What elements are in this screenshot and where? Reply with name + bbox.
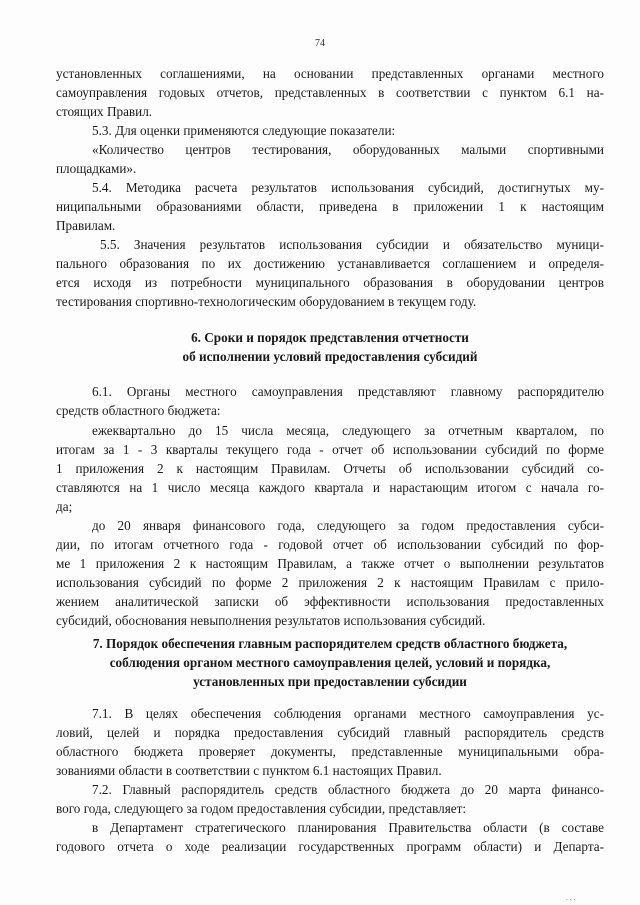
text-line: зованиями области в соответствии с пунктом 6.1 настоящих Правил. xyxy=(56,763,442,778)
text-line: до 20 января финансового года, следующего за годом предоставления субси- xyxy=(92,518,604,533)
text-line: самоуправления годовых отчетов, представленных в соответствии с пунктом 6.1 на- xyxy=(56,85,604,100)
text-line: «Количество центров тестирования, оборудованных малыми спортивными xyxy=(92,142,604,157)
text-line: ставляются на 1 число месяца каждого квартала и нарастающим итогом с начала го- xyxy=(56,480,604,495)
text-line: областного бюджета проверяет документы, представленные муниципальными обра- xyxy=(56,744,604,759)
text-line: годового отчета о ходе реализации государственных программ области) и Департа- xyxy=(56,839,604,854)
text-line: ниципальными образованиями области, приведена в приложении 1 к настоящим xyxy=(56,199,604,214)
text-line: субсидий, обоснования невыполнения результатов использования субсидий. xyxy=(56,613,486,628)
text-line: тестирования спортивно-технологическим оборудованием в текущем году. xyxy=(56,294,477,309)
page-number: 74 xyxy=(315,38,325,49)
text-line: вого года, следующего за годом предоставления субсидии, представляет: xyxy=(56,801,467,816)
text-line: 5.3. Для оценки применяются следующие показатели: xyxy=(92,123,396,138)
text-line: 7.1. В целях обеспечения соблюдения органами местного самоуправления ус- xyxy=(92,706,604,721)
text-line: да; xyxy=(56,499,73,514)
text-line: использования субсидий по форме 2 приложения 2 к настоящим Правилам с прило- xyxy=(56,575,604,590)
text-line: дии, по итогам отчетного года - годовой отчет об использовании субсидий по фор- xyxy=(56,537,604,552)
section-heading: установленных при предоставлении субсидии xyxy=(193,674,467,689)
section-heading: 7. Порядок обеспечения главным распорядителем средств областного бюджета, xyxy=(92,636,568,651)
text-line: пального образования по их достижению устанавливается соглашением и определя- xyxy=(56,256,604,271)
text-line: стоящих Правил. xyxy=(56,104,153,119)
text-line: ловий, целей и порядка предоставления субсидий главный распорядитель средств xyxy=(56,725,604,740)
text-line: в Департамент стратегического планирования Правительства области (в составе xyxy=(92,820,604,835)
text-line: средств областного бюджета: xyxy=(56,403,221,418)
scan-corner-mark: . ‚ . xyxy=(566,894,576,902)
section-heading: соблюдения органом местного самоуправления целей, условий и порядка, xyxy=(109,655,551,670)
text-line: 7.2. Главный распорядитель средств областного бюджета до 20 марта финансо- xyxy=(92,782,604,797)
text-line: 1 приложения 2 к настоящим Правилам. Отчеты об использовании субсидий со- xyxy=(56,461,604,476)
text-line: итогам за 1 - 3 кварталы текущего года - отчет об использовании субсидий по форме xyxy=(56,442,604,457)
text-line: жением аналитической записки об эффективности использования предоставленных xyxy=(56,594,604,609)
text-line: ежеквартально до 15 числа месяца, следующего за отчетным кварталом, по xyxy=(92,423,604,438)
text-line: Правилам. xyxy=(56,218,116,233)
text-line: площадками». xyxy=(56,161,137,176)
text-line: 5.4. Методика расчета результатов использования субсидий, достигнутых му- xyxy=(92,180,604,195)
section-heading: об исполнении условий предоставления субсидий xyxy=(182,349,478,364)
text-line: 5.5. Значения результатов использования субсидии и обязательство муници- xyxy=(100,237,604,252)
section-heading: 6. Сроки и порядок представления отчетности xyxy=(191,330,469,345)
text-line: 6.1. Органы местного самоуправления представляют главному распорядителю xyxy=(92,384,604,399)
text-line: установленных соглашениями, на основании представленных органами местного xyxy=(56,66,604,81)
text-line: ме 1 приложения 2 к настоящим Правилам, а также отчет о выполнении результатов xyxy=(56,556,604,571)
text-line: ется исходя из потребности муниципального образования в оборудовании центров xyxy=(56,275,604,290)
